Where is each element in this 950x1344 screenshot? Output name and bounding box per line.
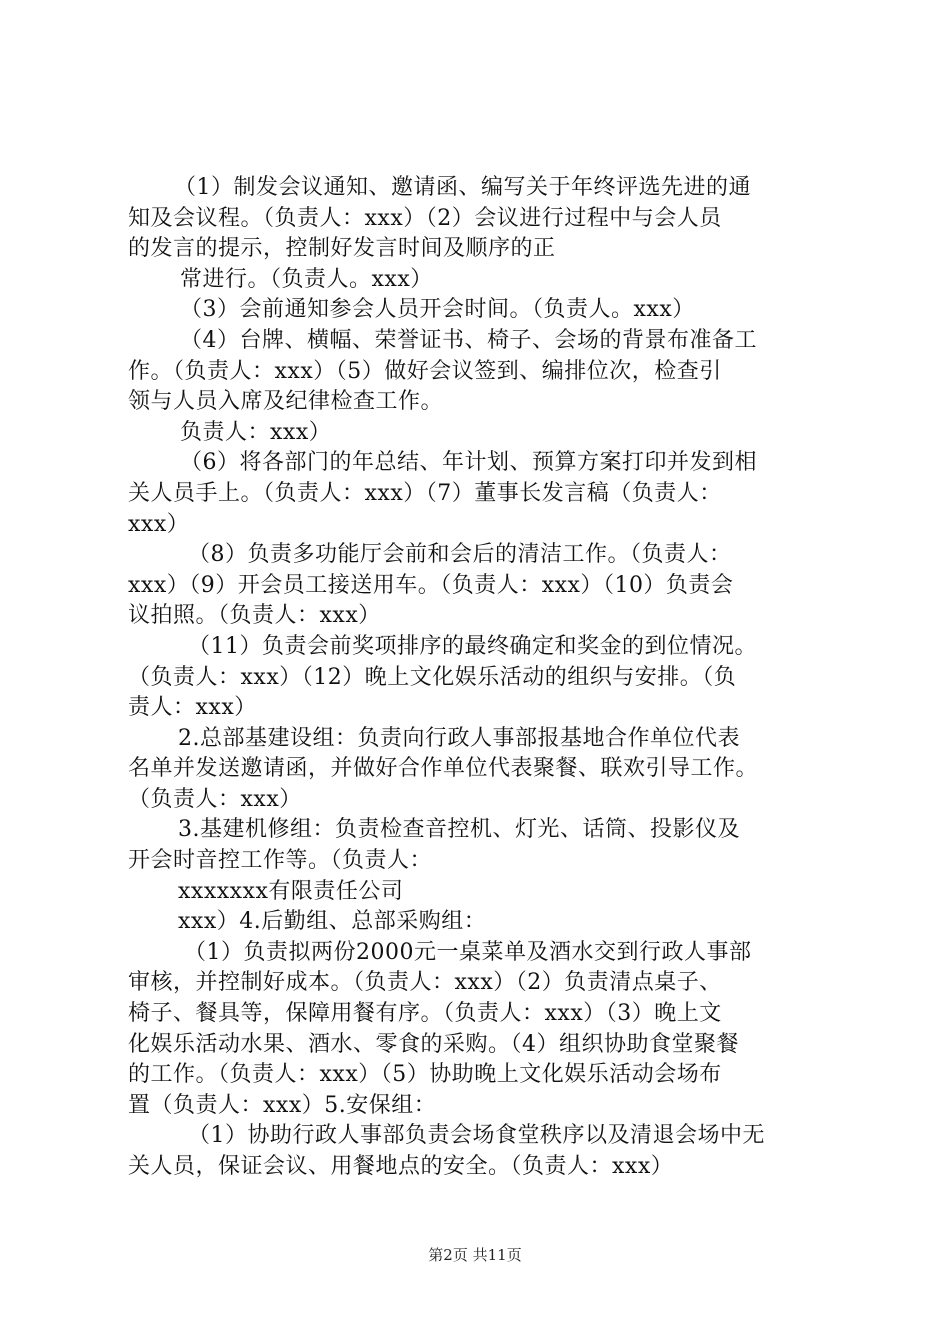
- text-line: （11）负责会前奖项排序的最终确定和奖金的到位情况。: [188, 633, 757, 659]
- text-line: 领与人员入席及纪律检查工作。: [128, 389, 444, 415]
- text-line: 常进行。（负责人。xxx）: [180, 266, 433, 292]
- text-line: xxxxxxx有限责任公司: [178, 878, 404, 904]
- text-line: xxx）（9）开会员工接送用车。（负责人：xxx）（10）负责会: [128, 572, 734, 598]
- text-line: 的发言的提示，控制好发言时间及顺序的正: [128, 236, 556, 262]
- text-line: 关人员手上。（负责人：xxx）（7）董事长发言稿（负责人：: [128, 480, 722, 506]
- text-line: （8）负责多功能厅会前和会后的清洁工作。（负责人：: [188, 542, 732, 568]
- text-line: xxx）: [128, 511, 190, 537]
- text-line: 开会时音控工作等。（负责人：: [128, 848, 433, 874]
- page-number-footer: 第2页 共11页: [428, 1246, 522, 1264]
- text-line: （4）台牌、横幅、荣誉证书、椅子、会场的背景布准备工: [180, 327, 757, 353]
- text-line: 3.基建机修组：负责检查音控机、灯光、话筒、投影仪及: [178, 817, 740, 843]
- text-line: 知及会议程。（负责人：xxx）（2）会议进行过程中与会人员: [128, 205, 722, 231]
- text-line: 名单并发送邀请函，并做好合作单位代表聚餐、联欢引导工作。: [128, 756, 759, 782]
- text-line: （1）负责拟两份2000元一桌菜单及酒水交到行政人事部: [184, 939, 752, 965]
- text-line: 化娱乐活动水果、酒水、零食的采购。（4）组织协助食堂聚餐: [128, 1031, 739, 1057]
- text-line: xxx）4.后勤组、总部采购组：: [178, 909, 487, 935]
- text-line: 议拍照。（负责人：xxx）: [128, 603, 381, 629]
- document-body: [128, 173, 828, 1183]
- text-line: （负责人：xxx）: [128, 786, 302, 812]
- text-line: （6）将各部门的年总结、年计划、预算方案打印并发到相: [180, 450, 757, 476]
- text-line: 椅子、餐具等，保障用餐有序。（负责人：xxx）（3）晚上文: [128, 1001, 722, 1027]
- text-line: （3）会前通知参会人员开会时间。（负责人。xxx）: [180, 297, 695, 323]
- text-line: 的工作。（负责人：xxx）（5）协助晚上文化娱乐活动会场布: [128, 1062, 722, 1088]
- text-line: 2.总部基建设组：负责向行政人事部报基地合作单位代表: [178, 725, 740, 751]
- text-line: 负责人：xxx）: [180, 419, 332, 445]
- text-line: 关人员，保证会议、用餐地点的安全。（负责人：xxx）: [128, 1154, 674, 1179]
- text-line: （1）制发会议通知、邀请函、编写关于年终评选先进的通: [174, 175, 751, 200]
- text-line: （1）协助行政人事部负责会场食堂秩序以及清退会场中无: [188, 1123, 765, 1149]
- text-line: 责人：xxx）: [128, 695, 257, 721]
- text-line: 作。（负责人：xxx）（5）做好会议签到、编排位次，检查引: [128, 358, 722, 384]
- text-line: 置（负责人：xxx）5.安保组：: [128, 1092, 437, 1118]
- text-line: 审核，并控制好成本。（负责人：xxx）（2）负责清点桌子、: [128, 970, 722, 996]
- text-line: （负责人：xxx）（12）晚上文化娱乐活动的组织与安排。（负: [128, 664, 737, 690]
